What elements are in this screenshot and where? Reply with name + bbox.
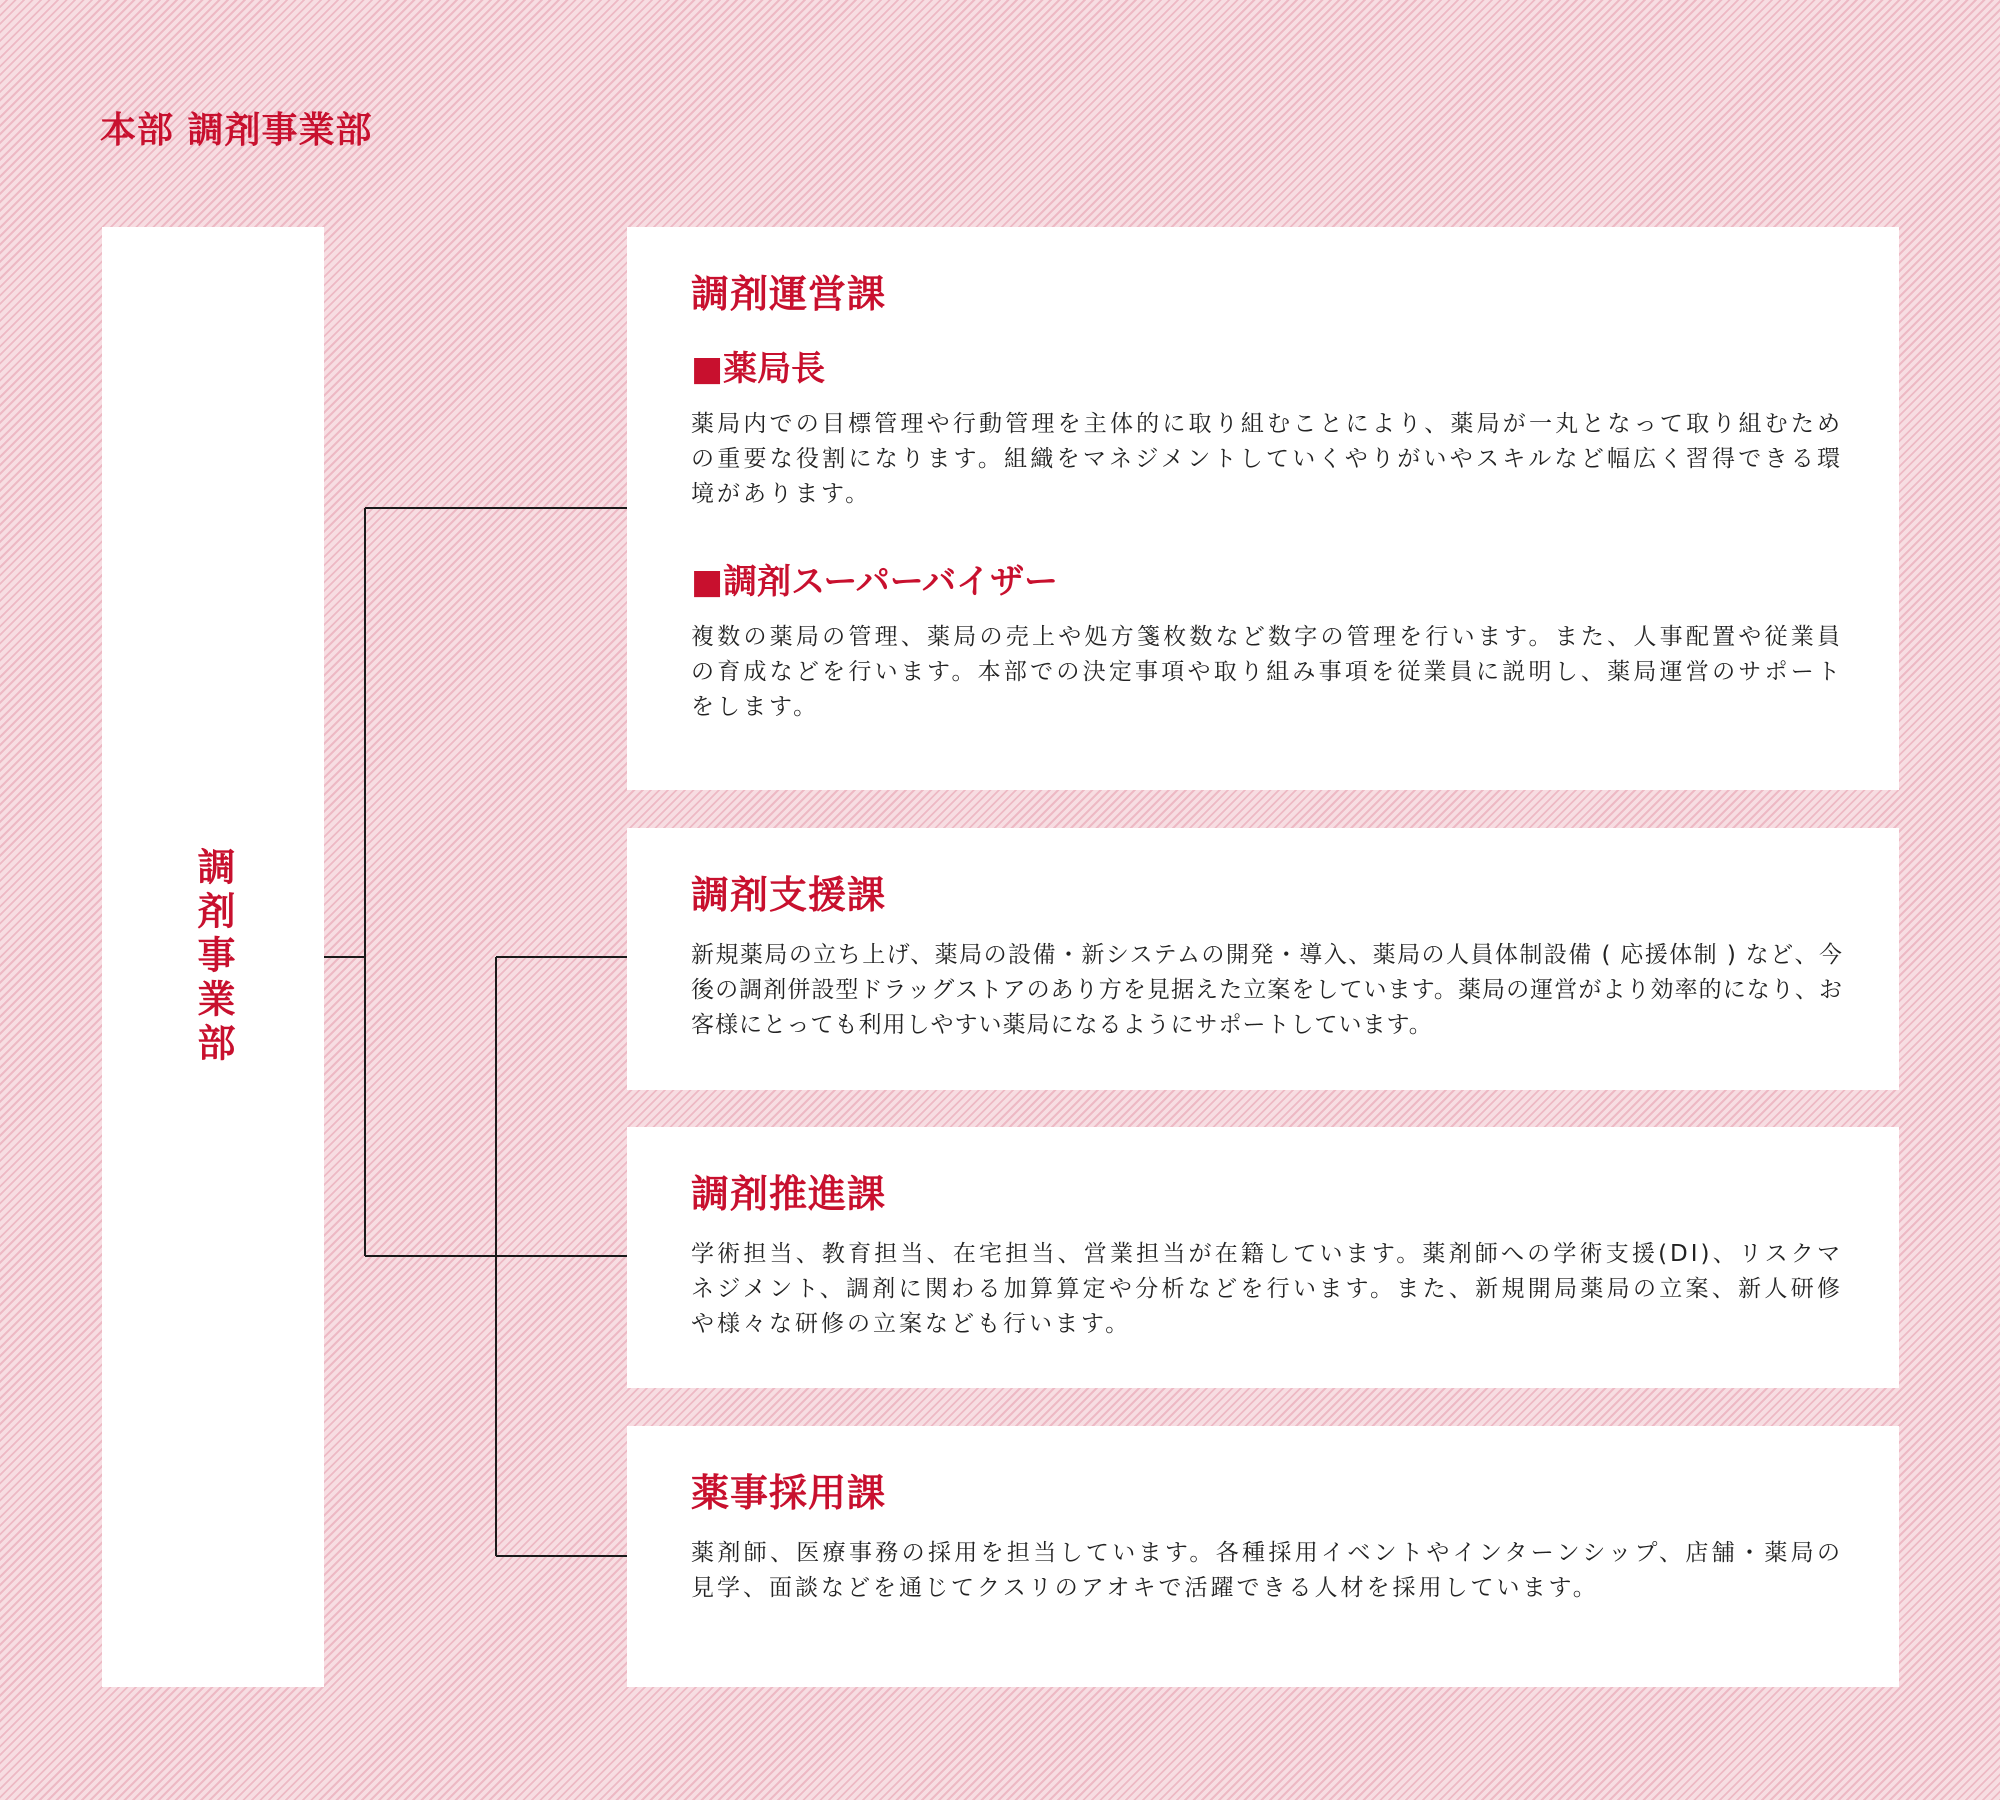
page-title: 本部 調剤事業部 (100, 109, 373, 151)
role-description-pharmacy-manager: 薬局内での目標管理や行動管理を主体的に取り組むことにより、薬局が一丸となって取り組むための重要な役割になります。組織をマネジメントしていくやりがいやスキルなど幅広く習得できる環境があります。 (691, 411, 1843, 507)
section-description: 新規薬局の立ち上げ、薬局の設備・新システムの開発・導入、薬局の人員体制設備 ( 応援体制 ) など、今後の調剤併設型ドラッグストアのあり方を見据えた立案をしています。薬局の運営がより効率的になり、お客様にとっても利用しやすい薬局になるようにサポートしています。 (691, 942, 1843, 1038)
division-label (102, 227, 324, 1687)
role-description-supervisor: 複数の薬局の管理、薬局の売上や処方箋枚数など数字の管理を行います。また、人事配置や従業員の育成などを行います。本部での決定事項や取り組み事項を従業員に説明し、薬局運営のサポートをします。 (691, 624, 1843, 720)
section-title: 薬事採用課 (691, 1470, 887, 1515)
section-title: 調剤支援課 (691, 872, 887, 917)
section-card-unei (627, 227, 1899, 790)
division-label-text: 調剤事業部 (191, 847, 236, 1067)
role-title-pharmacy-manager: ■薬局長 (691, 349, 826, 389)
section-card-shien (627, 828, 1899, 1090)
section-card-saiyou (627, 1426, 1899, 1687)
section-title: 調剤推進課 (691, 1171, 887, 1216)
section-title: 調剤運営課 (691, 271, 887, 316)
role-title-supervisor: ■調剤スーパーバイザー (691, 562, 1059, 602)
section-card-suishin (627, 1127, 1899, 1388)
spacer (691, 512, 1843, 556)
division-box (102, 227, 324, 1687)
section-description: 薬剤師、医療事務の採用を担当しています。各種採用イベントやインターンシップ、店舗・薬局の見学、面談などを通じてクスリのアオキで活躍できる人材を採用しています。 (691, 1540, 1843, 1601)
section-description: 学術担当、教育担当、在宅担当、営業担当が在籍しています。薬剤師への学術支援(DI)、リスクマネジメント、調剤に関わる加算算定や分析などを行います。また、新規開局薬局の立案、新人研修や様々な研修の立案なども行います。 (691, 1241, 1843, 1337)
